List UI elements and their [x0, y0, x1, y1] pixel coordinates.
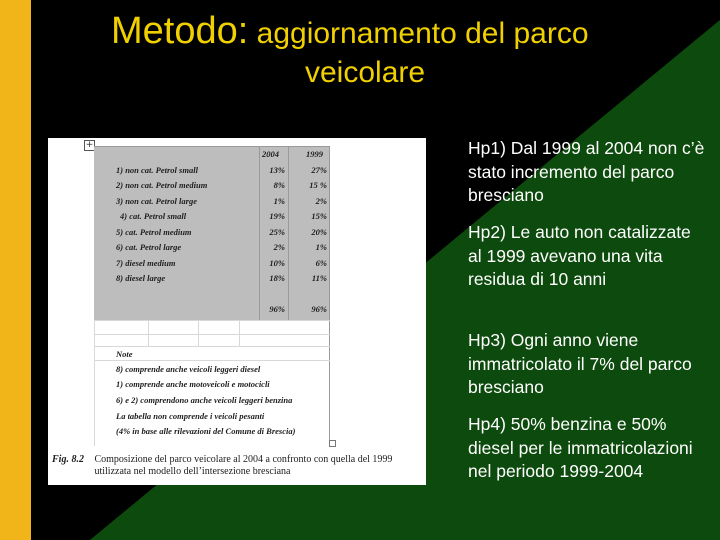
row-label: 1) non cat. Petrol small	[116, 165, 198, 175]
row-value-1999: 27%	[311, 165, 327, 175]
slide-title	[111, 10, 589, 53]
row-label: 7) diesel medium	[116, 258, 176, 268]
total-1999: 96%	[311, 304, 327, 314]
grid-line	[198, 320, 199, 346]
row-label: 8) diesel large	[116, 273, 166, 283]
grid-line	[94, 320, 95, 446]
row-value-2004: 8%	[273, 180, 285, 190]
row-value-1999: 20%	[311, 227, 327, 237]
grid-line	[148, 320, 149, 346]
hypothesis-1: Hp1) Dal 1999 al 2004 non c’è stato incremento del parco bresciano	[468, 138, 705, 205]
grid-line	[94, 320, 330, 321]
row-label: 3) non cat. Petrol large	[116, 196, 197, 206]
grid-line	[94, 346, 330, 347]
table-note: 6) e 2) comprendono anche veicoli leggeri benzina	[116, 395, 293, 405]
grid-line	[239, 320, 240, 346]
row-value-1999: 1%	[315, 242, 327, 252]
row-value-2004: 13%	[269, 165, 285, 175]
table-divider-col2	[288, 146, 289, 320]
hypothesis-4: Hp4) 50% benzina e 50% diesel per le immatricolazioni nel periodo 1999-2004	[468, 414, 693, 481]
table-move-handle-icon: +	[85, 140, 94, 150]
row-value-1999: 6%	[315, 258, 327, 268]
caption-label: Fig. 8.2	[52, 454, 84, 465]
row-value-2004: 18%	[269, 273, 285, 283]
row-value-2004: 2%	[273, 242, 285, 252]
table-note: La tabella non comprende i veicoli pesanti	[116, 411, 265, 421]
row-value-1999: 2%	[315, 196, 327, 206]
col-header-2004: 2004	[262, 149, 279, 159]
left-accent-bar	[0, 0, 31, 540]
table-note: 8) comprende anche veicoli leggeri diesel	[116, 364, 261, 374]
table-note-heading: Note	[116, 349, 133, 359]
row-label: 2) non cat. Petrol medium	[116, 180, 208, 190]
row-label: 4) cat. Petrol small	[120, 211, 187, 221]
row-value-2004: 25%	[269, 227, 285, 237]
col-header-1999: 1999	[306, 149, 323, 159]
table-note: (4% in base alle rilevazioni del Comune di Brescia)	[116, 426, 296, 436]
row-value-1999: 15 %	[309, 180, 327, 190]
total-2004: 96%	[269, 304, 285, 314]
grid-line	[94, 334, 330, 335]
row-value-1999: 15%	[311, 211, 327, 221]
figure-table-image	[48, 138, 426, 485]
hypothesis-2: Hp2) Le auto non catalizzate al 1999 avevano una vita residua di 10 anni	[468, 222, 691, 289]
table-border-top	[94, 146, 330, 147]
row-value-2004: 19%	[269, 211, 285, 221]
hypothesis-3: Hp3) Ogni anno viene immatricolato il 7% del parco bresciano	[468, 330, 692, 397]
grid-line	[94, 360, 330, 361]
resize-handle-icon	[329, 440, 336, 447]
figure-caption	[52, 454, 424, 478]
row-value-2004: 1%	[273, 196, 285, 206]
row-label: 5) cat. Petrol medium	[116, 227, 192, 237]
row-value-1999: 11%	[311, 273, 327, 283]
row-value-2004: 10%	[269, 258, 285, 268]
row-label: 6) cat. Petrol large	[116, 242, 182, 252]
title-rest: aggiornamento del parco	[248, 17, 589, 50]
title-main: Metodo:	[111, 10, 249, 52]
table-border-right	[329, 146, 330, 446]
caption-text: Composizione del parco veicolare al 2004 a confronto con quella del 1999 utilizzata nel modello dell’intersezione bresciana	[94, 454, 393, 477]
table-note: 1) comprende anche motoveicoli e motocicli	[116, 379, 270, 389]
title-line-2: veicolare	[305, 56, 426, 89]
